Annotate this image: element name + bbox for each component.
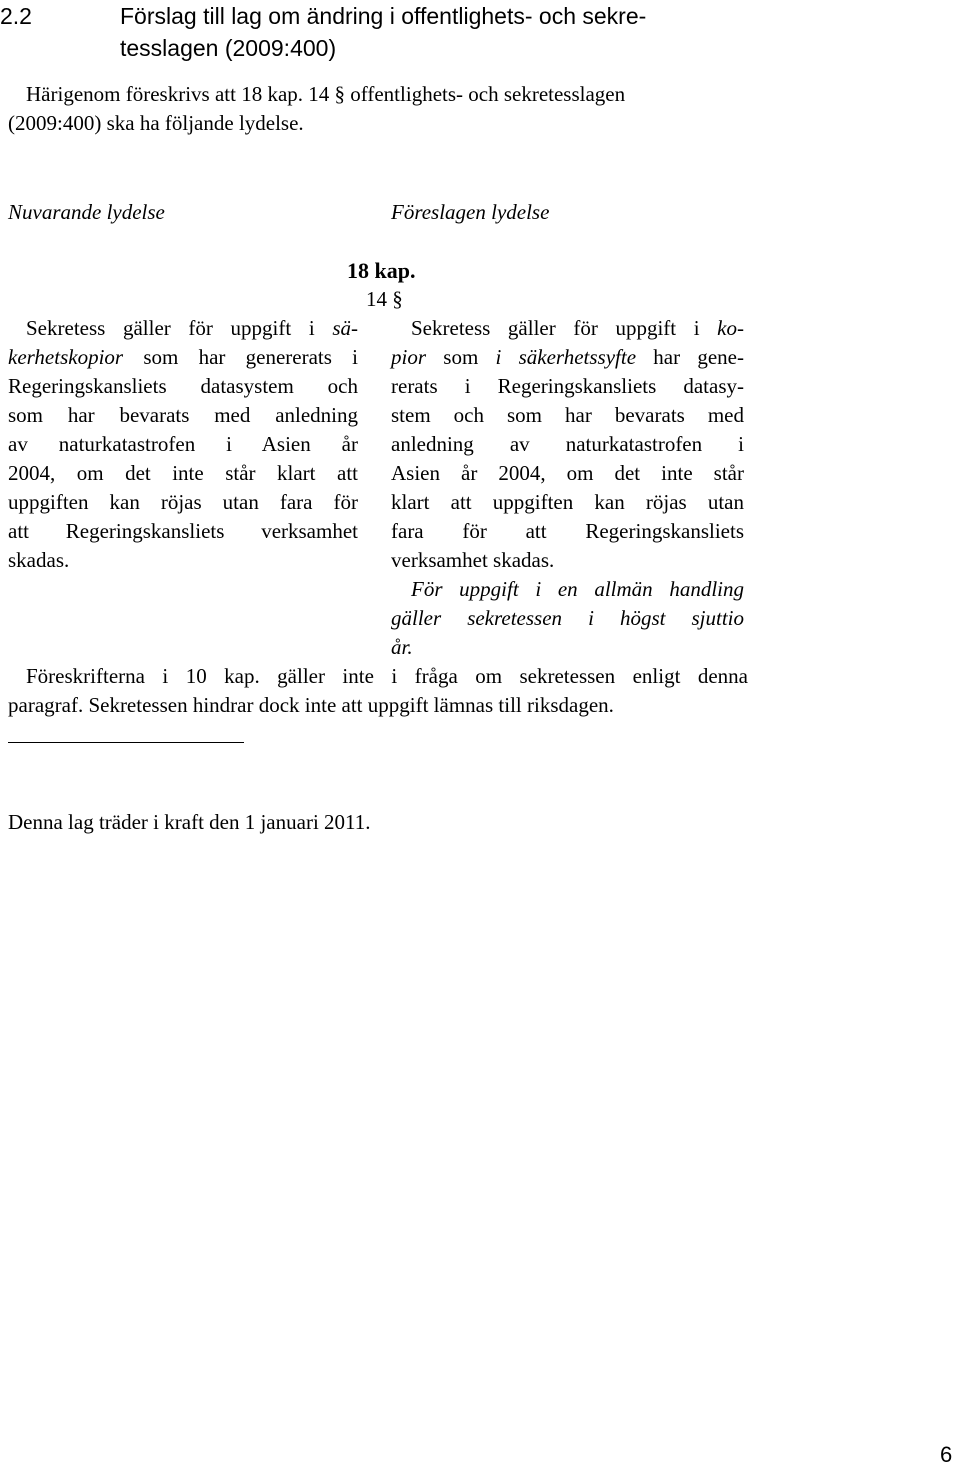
added-text-line: år. <box>391 635 413 659</box>
common-provision <box>8 662 748 720</box>
text-line: Sekretess gäller för uppgift i sä- <box>26 316 358 340</box>
text-line: 2004, om det inte står klart att <box>8 461 358 485</box>
chapter-label: 18 kap. <box>347 258 416 283</box>
text-line: verksamhet skadas. <box>391 548 555 572</box>
section-title-line: tesslagen (2009:400) <box>120 35 337 61</box>
paragraph-label: 14 § <box>366 287 403 311</box>
italic-term: pior <box>391 345 427 369</box>
provision-line: Föreskrifterna i 10 kap. gäller inte i fråga om sekretessen enligt denna <box>26 664 748 688</box>
text-line: pior som i säkerhetssyfte har gene- <box>391 345 744 369</box>
text-line: Regeringskansliets datasystem och <box>8 374 358 398</box>
added-text-line: gäller sekretessen i högst sjuttio <box>391 606 744 630</box>
italic-term: i säkerhetssyfte <box>495 345 637 369</box>
text-line: rerats i Regeringskansliets datasy- <box>391 374 744 398</box>
text-line: fara för att Regeringskansliets <box>391 519 744 543</box>
text-line: anledning av naturkatastrofen i <box>391 432 744 456</box>
added-text-line: För uppgift i en allmän handling <box>411 577 744 601</box>
section-title-line: Förslag till lag om ändring i offentlighets- och sekre- <box>120 3 647 29</box>
text-line: att Regeringskansliets verksamhet <box>8 519 358 543</box>
text-line: Sekretess gäller för uppgift i ko- <box>411 316 744 340</box>
section-heading <box>0 0 800 64</box>
text-line: uppgiften kan röjas utan fara för <box>8 490 358 514</box>
separator-rule <box>8 742 244 743</box>
text-line: som har bevarats med anledning <box>8 403 358 427</box>
proposed-wording-text <box>391 314 744 662</box>
text-line: klart att uppgiften kan röjas utan <box>391 490 744 514</box>
italic-term: kerhetskopior <box>8 345 124 369</box>
proposed-wording-header: Föreslagen lydelse <box>391 200 550 224</box>
entry-into-force: Denna lag träder i kraft den 1 januari 2011. <box>8 810 371 834</box>
text-line: skadas. <box>8 548 70 572</box>
text-line: kerhetskopior som har genererats i <box>8 345 358 369</box>
section-title <box>120 0 780 64</box>
intro-paragraph <box>8 80 758 138</box>
intro-line: (2009:400) ska ha följande lydelse. <box>8 111 304 135</box>
current-wording-header: Nuvarande lydelse <box>8 200 165 224</box>
italic-term: sä- <box>332 316 358 340</box>
current-wording-text <box>8 314 358 575</box>
section-number: 2.2 <box>0 3 32 29</box>
intro-line: Härigenom föreskrivs att 18 kap. 14 § offentlighets- och sekretesslagen <box>26 82 626 106</box>
text-line: av naturkatastrofen i Asien år <box>8 432 358 456</box>
italic-term: ko- <box>717 316 744 340</box>
page-number: 6 <box>940 1442 953 1467</box>
text-line: stem och som har bevarats med <box>391 403 744 427</box>
provision-line: paragraf. Sekretessen hindrar dock inte att uppgift lämnas till riksdagen. <box>8 693 614 717</box>
text-line: Asien år 2004, om det inte står <box>391 461 744 485</box>
